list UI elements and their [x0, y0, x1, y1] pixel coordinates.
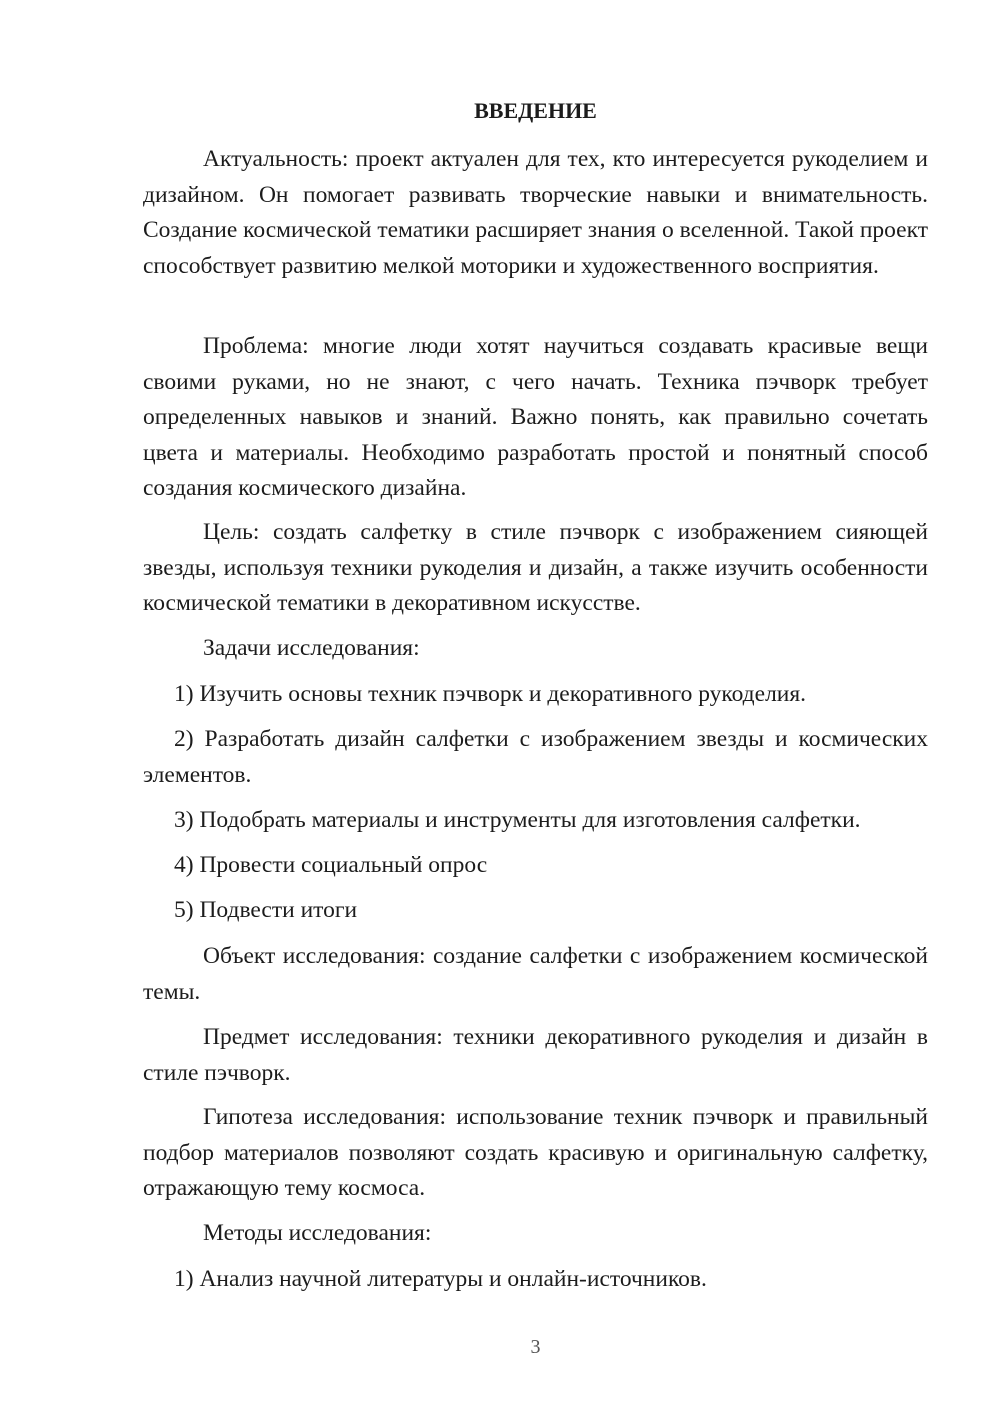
paragraph-problem: Проблема: многие люди хотят научиться создавать красивые вещи своими руками, но не знают, с чего начать. Техника пэчворк требует определенных навыков и знаний. Важно понять, как правильно сочетать цвета и материалы. Необходимо разработать простой и понятный способ создания космического дизайна. — [143, 333, 928, 501]
paragraph-hypothesis: Гипотеза исследования: использование техник пэчворк и правильный подбор материалов позволяют создать красивую и оригинальную салфетку, отражающую тему космоса. — [143, 1104, 928, 1201]
task-item-4: 4) Провести социальный опрос — [174, 852, 488, 878]
paragraph-relevance: Актуальность: проект актуален для тех, кто интересуется рукоделием и дизайном. Он помогает развивать творческие навыки и внимательность. Создание космической тематики расширяет знания о вселенной. Такой проект способствует развитию мелкой моторики и художественного восприятия. — [143, 146, 928, 279]
paragraph-subject: Предмет исследования: техники декоративного рукоделия и дизайн в стиле пэчворк. — [143, 1024, 928, 1086]
task-item-2: 2) Разработать дизайн салфетки с изображением звезды и космических элементов. — [143, 726, 928, 788]
method-item-1: 1) Анализ научной литературы и онлайн-источников. — [174, 1266, 707, 1292]
methods-heading: Методы исследования: — [203, 1220, 432, 1246]
paragraph-object: Объект исследования: создание салфетки с изображением космической темы. — [143, 943, 928, 1005]
section-title: ВВЕДЕНИЕ — [474, 98, 597, 123]
paragraph-goal: Цель: создать салфетку в стиле пэчворк с изображением сияющей звезды, используя техники рукоделия и дизайн, а также изучить особенности космической тематики в декоративном искусстве. — [143, 519, 928, 616]
task-item-3: 3) Подобрать материалы и инструменты для изготовления салфетки. — [174, 807, 861, 833]
page-number: 3 — [530, 1336, 541, 1358]
task-item-5: 5) Подвести итоги — [174, 897, 358, 923]
tasks-heading: Задачи исследования: — [203, 635, 420, 661]
task-item-1: 1) Изучить основы техник пэчворк и декоративного рукоделия. — [174, 681, 807, 707]
